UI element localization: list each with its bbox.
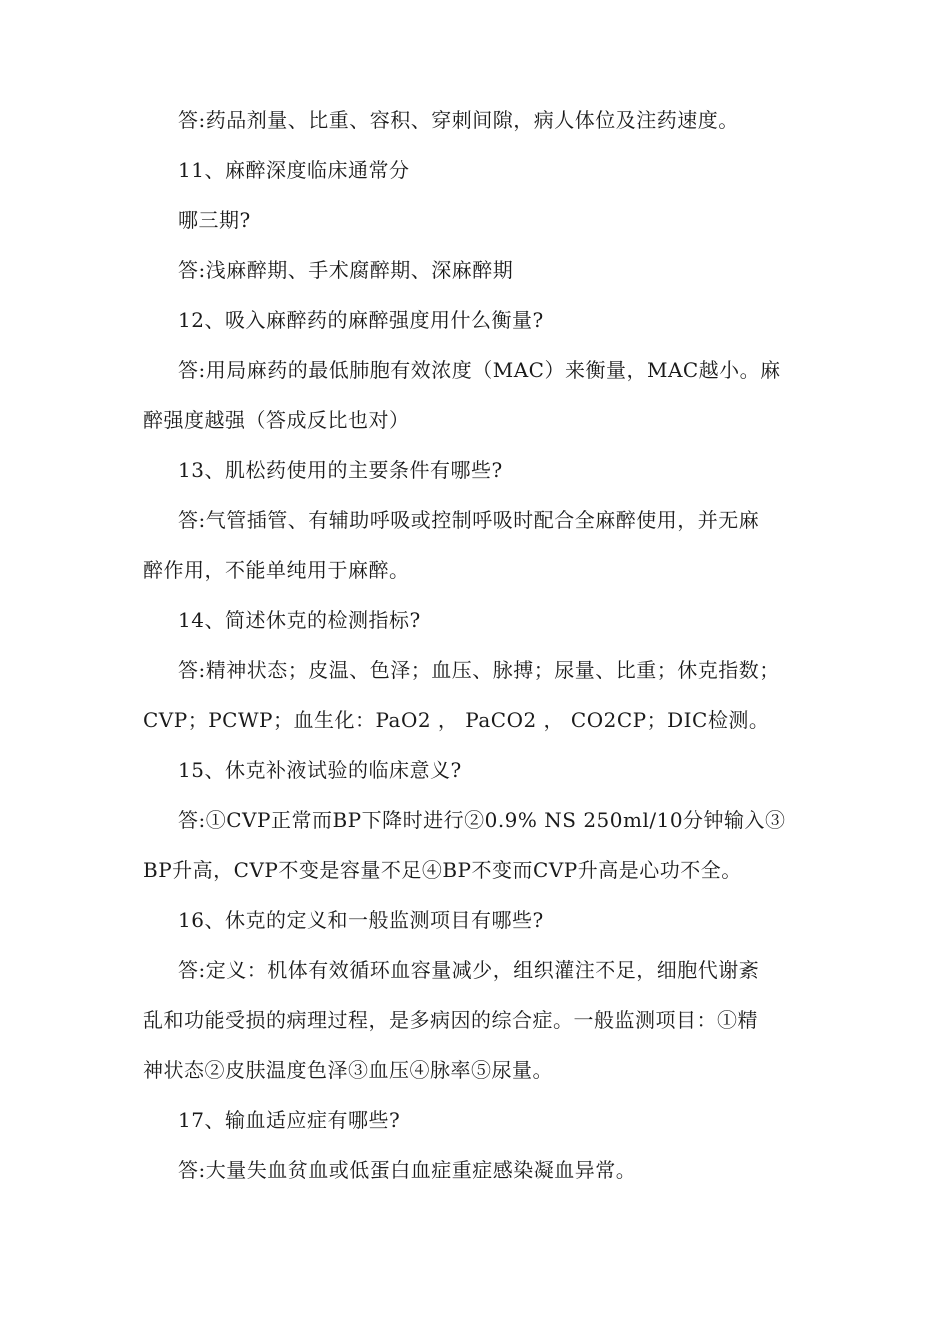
question-11-line-2: 哪三期? — [178, 208, 251, 232]
answer-16-line-1: 答:定义：机体有效循环血容量减少，组织灌注不足，细胞代谢紊 — [178, 958, 760, 982]
answer-12-line-2: 醉强度越强（答成反比也对） — [143, 408, 410, 432]
answer-13-line-2: 醉作用，不能单纯用于麻醉。 — [143, 558, 410, 582]
answer-15-line-1: 答:①CVP正常而BP下降时进行②0.9% NS 250ml/10分钟输入③ — [178, 808, 786, 832]
question-16: 16、休克的定义和一般监测项目有哪些? — [178, 908, 544, 932]
answer-12-line-1: 答:用局麻药的最低肺胞有效浓度（MAC）来衡量，MAC越小。麻 — [178, 358, 781, 382]
answer-11: 答:浅麻醉期、手术腐醉期、深麻醉期 — [178, 258, 514, 282]
question-11-line-1: 11、麻醉深度临床通常分 — [178, 158, 410, 182]
question-15: 15、休克补液试验的临床意义? — [178, 758, 462, 782]
answer-10: 答:药品剂量、比重、容积、穿刺间隙，病人体位及注药速度。 — [178, 108, 739, 132]
answer-14-line-2: CVP；PCWP；血生化：PaO2 ， PaCO2 ， CO2CP；DIC检测。 — [143, 708, 770, 732]
answer-16-line-3: 神状态②皮肤温度色泽③血压④脉率⑤尿量。 — [143, 1058, 553, 1082]
question-13: 13、肌松药使用的主要条件有哪些? — [178, 458, 503, 482]
answer-16-line-2: 乱和功能受损的病理过程，是多病因的综合症。一般监测项目：①精 — [143, 1008, 758, 1032]
question-12: 12、吸入麻醉药的麻醉强度用什么衡量? — [178, 308, 544, 332]
question-14: 14、简述休克的检测指标? — [178, 608, 421, 632]
answer-13-line-1: 答:气管插管、有辅助呼吸或控制呼吸时配合全麻醉使用，并无麻 — [178, 508, 760, 532]
question-17: 17、输血适应症有哪些? — [178, 1108, 401, 1132]
answer-15-line-2: BP升高，CVP不变是容量不足④BP不变而CVP升高是心功不全。 — [143, 858, 742, 882]
answer-17: 答:大量失血贫血或低蛋白血症重症感染凝血异常。 — [178, 1158, 637, 1182]
answer-14-line-1: 答:精神状态；皮温、色泽；血压、脉搏；尿量、比重；休克指数； — [178, 658, 780, 682]
